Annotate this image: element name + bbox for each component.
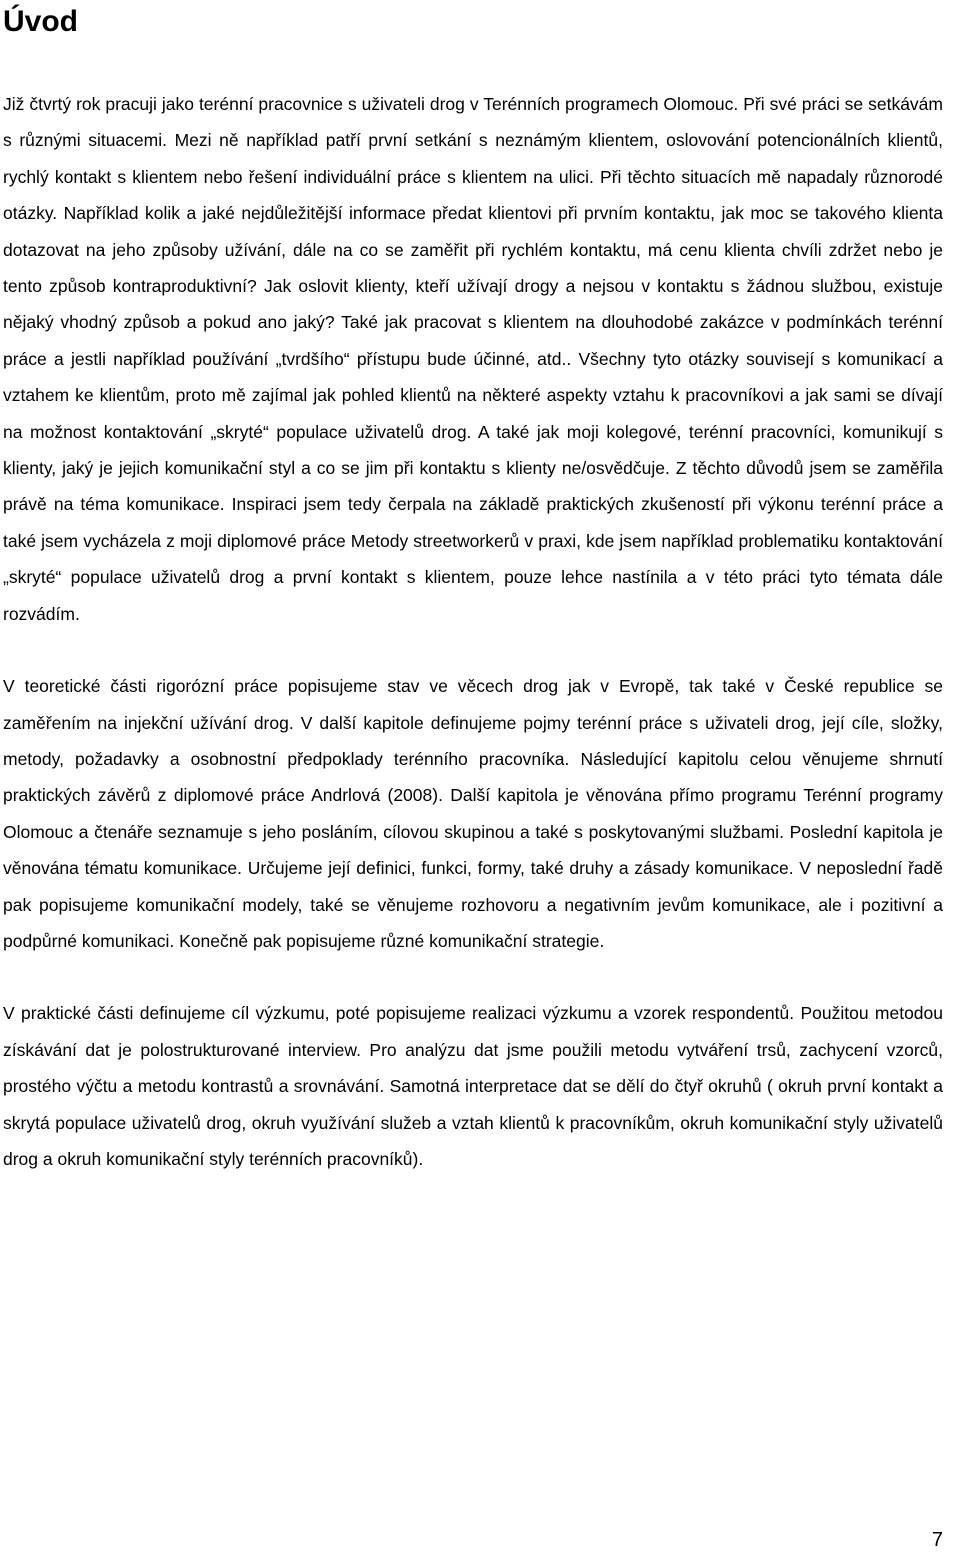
paragraph-theoretical-part: V teoretické části rigorózní práce popisujeme stav ve věcech drog jak v Evropě, tak také v České republice se zaměřením na injekční užívání drog. V další kapitole definujeme pojmy terénní práce s uživateli drog, její cíle, složky, metody, požadavky a osobnostní předpoklady terénního pracovníka. Následující kapitolu celou věnujeme shrnutí praktických závěrů z diplomové práce Andrlová (2008). Další kapitola je věnována přímo programu Terénní programy Olomouc a čtenáře seznamuje s jeho posláním, cílovou skupinou a také s poskytovanými službami. Poslední kapitola je věnována tématu komunikace. Určujeme její definici, funkci, formy, také druhy a zásady komunikace. V neposlední řadě pak popisujeme komunikační modely, také se věnujeme rozhovoru a negativním jevům komunikace, ale i pozitivní a podpůrné komunikaci. Konečně pak popisujeme různé komunikační strategie.	[3, 676, 943, 951]
page-number: 7	[931, 1529, 943, 1551]
paragraph-practical-part: V praktické části definujeme cíl výzkumu, poté popisujeme realizaci výzkumu a vzorek respondentů. Použitou metodou získávání dat je polostrukturované interview. Pro analýzu dat jsme použili metodu vytváření trsů, zachycení vzorců, prostého výčtu a metodu kontrastů a srovnávání. Samotná interpretace dat se dělí do čtyř okruhů ( okruh první kontakt a skrytá populace uživatelů drog, okruh využívání služeb a vztah klientů k pracovníkům, okruh komunikační styly uživatelů drog a okruh komunikační styly terénních pracovníků).	[3, 1003, 943, 1169]
page-title: Úvod	[3, 5, 78, 38]
document-body	[3, 86, 943, 1213]
paragraph-intro: Již čtvrtý rok pracuji jako terénní pracovnice s uživateli drog v Terénních programech Olomouc. Při své práci se setkávám s různými situacemi. Mezi ně například patří první setkání s neznámým klientem, oslovování potencionálních klientů, rychlý kontakt s klientem nebo řešení individuální práce s klientem na ulici. Při těchto situacích mě napadaly různorodé otázky. Například kolik a jaké nejdůležitější informace předat klientovi při prvním kontaktu, jak moc se takového klienta dotazovat na jeho způsoby užívání, dále na co se zaměřit při rychlém kontaktu, má cenu klienta chvíli zdržet nebo je tento způsob kontraproduktivní? Jak oslovit klienty, kteří užívají drogy a nejsou v kontaktu s žádnou službou, existuje nějaký vhodný způsob a pokud ano jaký? Také jak pracovat s klientem na dlouhodobé zakázce v podmínkách terénní práce a jestli například používání „tvrdšího“ přístupu bude účinné, atd.. Všechny tyto otázky souvisejí s komunikací a vztahem ke klientům, proto mě zajímal jak pohled klientů na některé aspekty vztahu k pracovníkovi a jak sami se dívají na možnost kontaktování „skryté“ populace uživatelů drog. A také jak moji kolegové, terénní pracovníci, komunikují s klienty, jaký je jejich komunikační styl a co se jim při kontaktu s klienty ne/osvědčuje. Z těchto důvodů jsem se zaměřila právě na téma komunikace. Inspiraci jsem tedy čerpala na základě praktických zkušeností při výkonu terénní práce a také jsem vycházela z moji diplomové práce Metody streetworkerů v praxi, kde jsem například problematiku kontaktování „skryté“ populace uživatelů drog a první kontakt s klientem, pouze lehce nastínila a v této práci tyto témata dále rozvádím.	[3, 94, 943, 624]
